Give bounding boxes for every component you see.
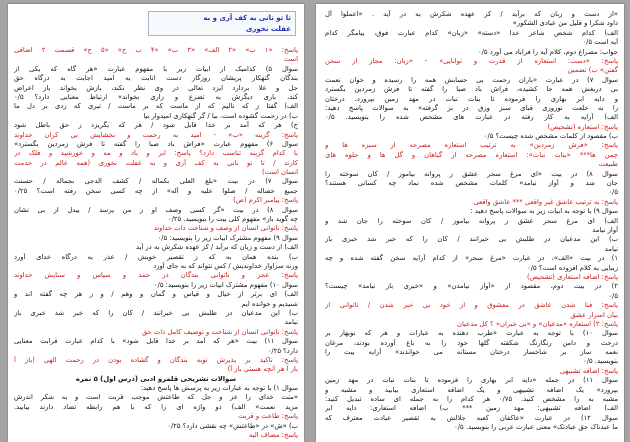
answer-line: با کدام گزینه تناسب دارد؟ پاسخ: ابر و باد و مه و خورشید و فلک در <box>14 149 298 158</box>
text-line: جمیع خصاله / صلوا علیه و آله» از چه کسی سخن رفته است؟ ۰/۲۵ <box>14 186 298 195</box>
text-line: مزید نعمت» الف) دو واژه ای را که با هم رابطه تضاد دارند بیابید. <box>14 402 298 411</box>
text-line: ب) در رحمت گشوده است، بیا / گر گنهکاری امیدوار بیا <box>143 111 298 120</box>
answer-line: گفتن» ب) تضمین <box>567 66 618 75</box>
document-page-right <box>316 4 624 442</box>
text-line: ب) این مدعیان در طلبش بی خبرانند / کان را که خبر شد خبری باز <box>14 308 298 317</box>
text-line: ب) بنده همان به که ز تقصیر خویش / عذر به درگاه خدای آورد <box>14 252 298 261</box>
text-line: سوال ۱۰) با توجه به عبارت «طرب دهنده به عبارات و هر که نوبهار بر <box>325 329 618 338</box>
text-line: سوال ۷) در بیت «بلغ العلی بکماله / کشف الدجی بجماله / حسنت <box>14 177 298 186</box>
text-line: سوال ۹) مفهوم مشترک ابیات زیر را بنویسید: ۰/۵ <box>157 233 298 242</box>
answer-line: پاسخ: اضافه استعاری (تشخیص) <box>526 272 618 281</box>
text-line: درخت و دامن رنگارنگ شکفته گلها خود را به باغ آورده بودند، مرغان <box>325 338 618 347</box>
page-text-left <box>14 46 298 440</box>
answer-line: پاسخ: به ترتیب عاشق غیر واقعی *** عاشق واقعی <box>473 197 618 206</box>
header-quote-box <box>148 11 296 36</box>
text-line: مشبه به را مشخص کنید. ۰/۷۵ هر کدام را به جمله ای ساده تبدیل کنید: <box>325 395 618 404</box>
text-line: ما عبدناک حق عبادتک» معنی عبارت عربی را بنویسید. ۰/۵ <box>454 423 618 432</box>
text-line: نغمه ساز بر شاخسار درختان مستانه می خواندند» آرایه بیت را <box>325 348 618 357</box>
answer-line: پاسخ: «۱ ب» «۲ الف» «۳ ب» «۴ ب ج» «۵ ج» قسمت ۲ اضافی <box>14 46 298 54</box>
text-line: سوال ۱۲) در عبارت «عاکفان کعبه جلالش به تقصیر عبادت معترف که <box>325 413 618 422</box>
text-line: ب) «ش» در «طاعتش» چه نقشی دارد؟ ۰/۲۵ <box>167 421 298 430</box>
text-line: ب) این مدعیان در طلبش بی خبرانند / کان را که خبر شد خبری باز <box>325 235 618 244</box>
document-page-left <box>8 4 304 442</box>
text-line: نیامد <box>284 318 298 327</box>
text-line: کند، باری دیگرش به تضرع و زاری بخواند» ارتباط معنایی دارد؟ ۰/۵ <box>14 92 298 101</box>
text-line: بپرورد» یک اضافه تشبیهی و یک اضافه استعاری بیابید و مشبه و <box>325 385 618 394</box>
text-line: سوال ۱۰) مفهوم مشترک ابیات زیر را بنویسید: ۰/۵ <box>153 280 298 289</box>
text-line: سوال ۸) در بیت «ای مرغ سحر عشق ز پروانه بیاموز / کان سوخته را <box>325 169 618 178</box>
text-line: الف) ای برتر از خیال و قیاس و گمان و وهم / و ز هر چه گفته اند و <box>14 290 298 299</box>
answer-line: طبیعت <box>598 160 618 169</box>
answer-line: پاسخ: عجز و ناتوانی بندگان در حمد و سپاس و ستایش خداوند <box>14 271 298 280</box>
text-line: سوال ۹) با توجه به ابیات زیر به سوالات پاسخ دهید : <box>470 207 618 216</box>
answer-line: پاسخ: ناتوانی انسان از شناخت و توصیف کامل ذات حق <box>141 327 298 336</box>
text-line: الف) از دست و زبان که برآید / کز عهده شکرش به در آید <box>136 243 298 252</box>
answer-line: پاسخ: ناتوانی انسان از وصف و شناخت ذات خداوند <box>153 224 298 233</box>
text-line: «از دست و زبان که برآید / کز عهده شکرش به در آید . «اعملوا آل <box>325 10 618 18</box>
text-line: سوال ۶) مفهوم عبارت «فراش باد صبا را گفته تا فرش زمردین بگسترد» <box>14 139 298 148</box>
text-line: بنویسید. ۰/۵ <box>583 357 618 366</box>
answer-line: انسان است) <box>262 168 298 177</box>
answer-line: پاسخ: پیامبر اکرم (ص) <box>233 196 298 205</box>
text-line: بندگان گنهکار پریشان روزگار دست انابت به امید اجابت به درگاه حق <box>14 74 298 83</box>
text-line: «منت خدای را عز و جل که طاعتش موجب قربت است و به شکر اندرش <box>14 393 298 402</box>
text-line: سوال ۱۱) بیت «هر که آمد بر خدا قابل شود» با کدام عبارت قرابت معنایی <box>14 337 298 346</box>
text-line: داود شکرا و قلیل من عبادی الشکور» <box>512 19 618 28</box>
text-line: سوال ۵) کدامیک از ابیات زیر با مفهوم عبارت «هر گاه که یکی از <box>14 64 298 73</box>
text-line: ج) هر که آمد بر خدا قابل شود / هر که بگریزد ز حق باطل شود <box>14 121 298 130</box>
text-line: ورنه سزاوار خداوندیش / کس نتواند که به جای آورد <box>153 261 298 270</box>
text-line: ۲) در بیت دوم، مقصود از «آواز نیامدن» و «خبری باز نیامد» چیست؟ <box>325 282 618 291</box>
text-line: شنیدیم و خوانده ایم <box>241 299 298 308</box>
answer-line: پاسخ: استعاره (تشخیص) <box>547 122 618 131</box>
answer-line: پاسخ: فنا شدن عاشق در معشوق و از خود بی خبر شدن / ناتوانی از <box>325 301 618 310</box>
text-line: ۰/۵ <box>608 188 618 197</box>
header-quote-line: تا تو نانی به کف آری و به <box>203 14 291 22</box>
text-line: آواز نیامد <box>592 225 618 234</box>
answer-line: پاسخ: ۳) استعاره «مدعیان» و «بی خبران» ؟ کل مدعیان <box>456 319 618 328</box>
text-line: نیامد <box>604 244 618 253</box>
answer-line: پاسخ: مضاف الیه <box>249 431 298 440</box>
page-text-right <box>325 10 618 433</box>
answer-line: پاسخ: «فرش زمردین» به ترتیب استعاره مصرحه از سبزه ها و <box>325 141 618 150</box>
section-heading: سوالات تشریحی قلمرو ادبی (درس اول) ۵ نمره <box>75 374 237 383</box>
answer-line: پاسخ: تاکید بر پذیرش توبه بندگان و گشاده بودن در رحمت الهی (باز آ <box>14 355 298 364</box>
text-line: بی دریغش همه جا کشیده، فراش باد صبا را گفته تا فرش زمردین بگسترد <box>325 85 618 94</box>
text-line: دارد؟ ۰/۲۵ <box>267 346 298 355</box>
text-line: ۰/۵ <box>608 291 618 300</box>
text-line: ۱) در بیت «الف»، در عبارت «مرغ سحر» از کدام آرایه سخن گفته شده و چه <box>325 254 618 263</box>
answer-line: باز آ هر آنچه هستی باز آ) <box>227 365 298 374</box>
text-line: الف) اضافه تشبیهی: مهد زمین *** ب) اضافه استعاری: دایه ابر <box>325 404 618 413</box>
answer-line: است <box>283 55 298 64</box>
answer-line: چمن ها*** «بنات نبات»: استعاره مصرحه از گیاهان و گل ها و جلوه های <box>325 150 618 159</box>
text-line: الف) کدام شخص شاعر خدا «دسته» «زبان» کدام عبارت فوق، پیامگر کدام <box>325 28 618 37</box>
text-line: جان شد و آواز نیامد» کلمات مشخص شده نماد چه کسانی هستند؟ <box>325 179 618 188</box>
text-line: سوال ۷) در عبارت «باران رحمت بی حسابش همه را رسیده و خوان نعمت <box>325 75 618 84</box>
text-line: آیه است ۰/۵ <box>582 38 618 47</box>
answer-line: پاسخ: اضافه تشبیهی <box>559 366 618 375</box>
answer-line: بیان اسرار عشق <box>570 310 618 319</box>
text-line: سوال ۱) با توجه به عبارات زیر به پرسش ها پاسخ دهید: <box>140 384 298 393</box>
text-line: زیبایی به کلام افزوده است؟ ۰/۵ <box>527 263 618 272</box>
text-line: ب) مقصود از کلمات مشخص شده چیست؟ ۰/۵ <box>483 132 618 141</box>
answer-line: پاسخ: طاعت و قربت <box>238 412 298 421</box>
answer-line: کارند / تا تو نانی به کف آری و به غفلت نخوری (همه عالم در خدمت <box>14 158 298 167</box>
text-line: سوال ۸) در بیت «گر کسی وصف او ز من پرسد / بیدل از بی نشان <box>14 205 298 214</box>
text-line: جل و علا بردارد ایزد تعالی در وی نظر نکند، بازش بخواند باز اعراض <box>14 83 298 92</box>
text-line: جواب: مصراع دوم، کلام آیه را فرایاد می آورد ۰/۵ <box>477 47 618 56</box>
text-line: الف) آرایه به کار رفته در عبارت های مشخص شده را بنویسید. ۰/۵ <box>325 113 618 122</box>
text-line: چه گوید باز» مفهوم کلی بیت را بنویسید. ۰/۲۵ <box>167 215 298 224</box>
text-line: و دایه ابر بهاری را فرموده تا بنات نبات در مهد زمین بپرورد، درختان <box>325 94 618 103</box>
header-quote-line: غفلت نخوری <box>245 24 291 33</box>
answer-line: پاسخ: گزینه «ب» - امید به رحمت و بخشایش بی کران خداوند <box>14 130 298 139</box>
answer-line: پاسخ: «دست: استعاره از قدرت و توانایی» - «زبان: مجاز از سخن <box>325 56 618 65</box>
text-line: الف) گفتا ز که نالیم که از ماست که بر ماست / تیری که زدی بر دل ما <box>14 102 298 111</box>
text-line: الف) ای مرغ سحر عشق ز پروانه بیاموز / کان سوخته را جان شد و <box>325 216 618 225</box>
text-line: را به خلعت نوروزی قبای سبز ورق در بر گرفته» به سوالات پاسخ دهید: <box>325 103 618 112</box>
text-line: سوال ۱۱) در جمله «دایه ابر بهاری را فرموده تا بنات نبات در مهد زمین <box>325 376 618 385</box>
